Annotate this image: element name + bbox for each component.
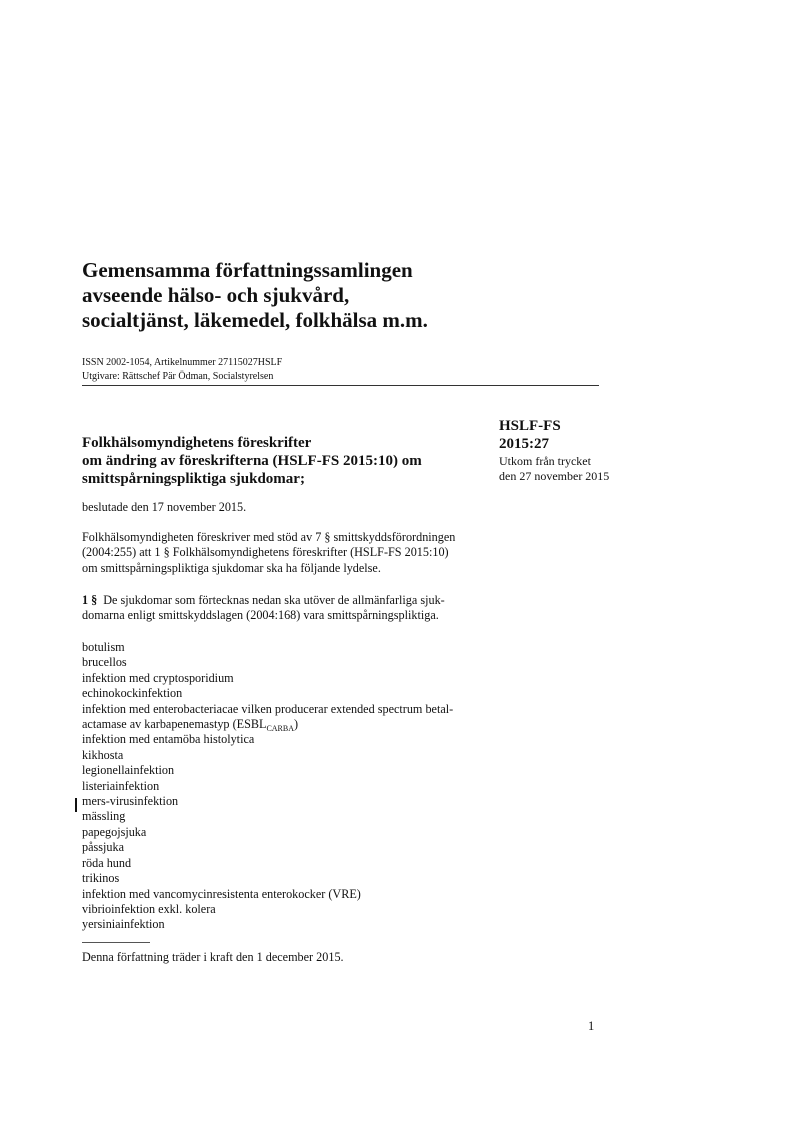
issn-line: ISSN 2002-1054, Artikelnummer 27115027HSLF — [82, 357, 283, 368]
publication-meta — [82, 356, 282, 383]
intro-paragraph — [82, 530, 482, 576]
document-title — [82, 434, 492, 488]
published-date: den 27 november 2015 — [499, 469, 610, 483]
footnote-divider — [82, 942, 150, 943]
publisher-line: Utgivare: Rättschef Pär Ödman, Socialstyrelsen — [82, 370, 274, 382]
esbl-subscript: CARBA — [266, 724, 294, 734]
list-item: infektion med vancomycinresistenta enterokocker (VRE) — [82, 886, 361, 901]
collection-title-line: avseende hälso- och sjukvård, — [82, 283, 350, 307]
section-number: 1 § — [82, 593, 98, 607]
list-item: vibrioinfektion exkl. kolera — [82, 901, 216, 916]
section-text: domarna enligt smittskyddslagen (2004:168) vara smittspårningspliktiga. — [82, 608, 439, 623]
series-sidebar — [499, 417, 639, 484]
section-text: De sjukdomar som förtecknas nedan ska utöver de allmänfarliga sjuk- — [103, 593, 445, 607]
document-title-line: om ändring av föreskrifterna (HSLF-FS 2015:10) om — [82, 453, 422, 469]
list-item: legionellainfektion — [82, 763, 175, 778]
header-divider — [82, 385, 599, 386]
change-marker — [75, 798, 77, 812]
list-item: echinokockinfektion — [82, 686, 183, 701]
published-info — [499, 454, 639, 484]
list-item: botulism — [82, 640, 125, 654]
collection-title-line: socialtjänst, läkemedel, folkhälsa m.m. — [82, 308, 428, 332]
collection-title-line: Gemensamma författningssamlingen — [82, 258, 413, 282]
list-item: infektion med cryptosporidium — [82, 670, 234, 685]
list-item: infektion med entamöba histolytica — [82, 732, 255, 747]
list-item: mässling — [82, 809, 126, 824]
intro-line: (2004:255) att 1 § Folkhälsomyndighetens föreskrifter (HSLF-FS 2015:10) — [82, 545, 449, 560]
list-item: trikinos — [82, 871, 120, 886]
decision-date-text: beslutade den 17 november 2015. — [82, 500, 247, 514]
collection-title — [82, 258, 602, 333]
document-title-line: smittspårningspliktiga sjukdomar; — [82, 471, 305, 487]
list-item — [82, 717, 453, 732]
list-item: infektion med enterobacteriacae vilken producerar extended spectrum betal- — [82, 701, 454, 716]
list-item: mers-virusinfektion — [82, 794, 179, 809]
series-id — [499, 417, 639, 453]
page-number: 1 — [588, 1019, 595, 1033]
list-item: yersiniainfektion — [82, 917, 165, 932]
list-item: kikhosta — [82, 747, 124, 762]
list-item: brucellos — [82, 655, 127, 670]
section-1 — [82, 593, 482, 624]
list-item-text: actamase av karbapenemastyp (ESBL — [82, 717, 267, 732]
decision-date — [82, 500, 482, 515]
intro-line: Folkhälsomyndigheten föreskriver med stöd av 7 § smittskyddsförordningen — [82, 530, 456, 544]
series-number: 2015:27 — [499, 436, 549, 452]
list-item: röda hund — [82, 855, 132, 870]
list-item: påssjuka — [82, 840, 124, 855]
document-title-line: Folkhälsomyndighetens föreskrifter — [82, 435, 312, 451]
disease-list — [82, 640, 453, 933]
list-item-text: ) — [294, 717, 299, 732]
published-label: Utkom från trycket — [499, 454, 591, 468]
list-item: papegojsjuka — [82, 824, 147, 839]
series-name: HSLF-FS — [499, 418, 561, 434]
list-item: listeriainfektion — [82, 778, 160, 793]
footnote: Denna författning träder i kraft den 1 december 2015. — [82, 950, 344, 964]
intro-line: om smittspårningspliktiga sjukdomar ska ha följande lydelse. — [82, 560, 381, 575]
